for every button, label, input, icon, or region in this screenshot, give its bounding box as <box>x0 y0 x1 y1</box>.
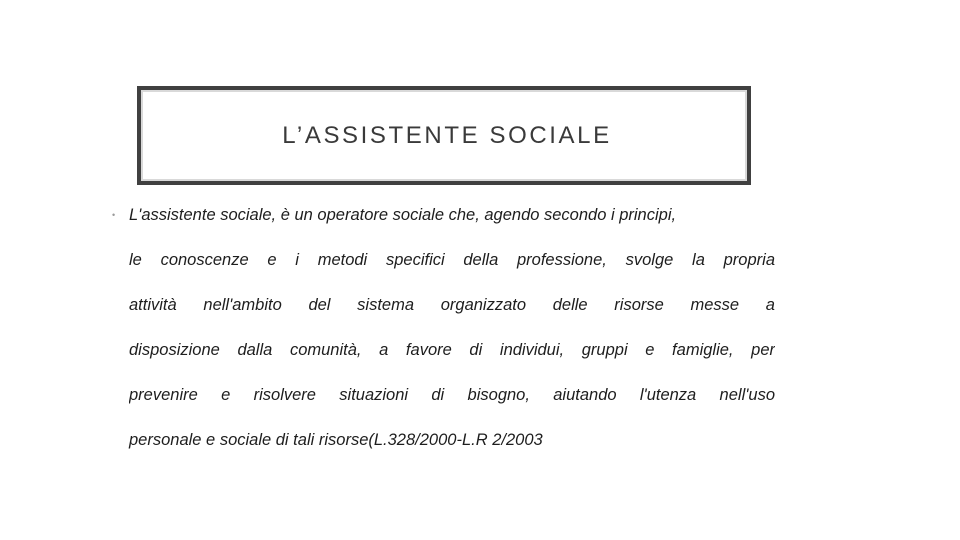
bullet-icon: • <box>112 210 116 220</box>
slide-title: L’ASSISTENTE SOCIALE <box>282 121 612 149</box>
body-paragraph <box>129 203 775 473</box>
body-line-3: attività nell'ambito del sistema organizzato delle risorse messe a <box>129 296 775 314</box>
body-line-1: L'assistente sociale, è un operatore sociale che, agendo secondo i principi, <box>129 206 677 224</box>
body-line-2: le conoscenze e i metodi specifici della professione, svolge la propria <box>129 251 775 269</box>
body-line-4: disposizione dalla comunità, a favore di individui, gruppi e famiglie, per <box>129 341 775 359</box>
body-line-5: prevenire e risolvere situazioni di bisogno, aiutando l'utenza nell'uso <box>129 386 775 404</box>
title-box <box>137 86 751 185</box>
body-line-6: personale e sociale di tali risorse(L.328/2000-L.R 2/2003 <box>129 431 543 449</box>
